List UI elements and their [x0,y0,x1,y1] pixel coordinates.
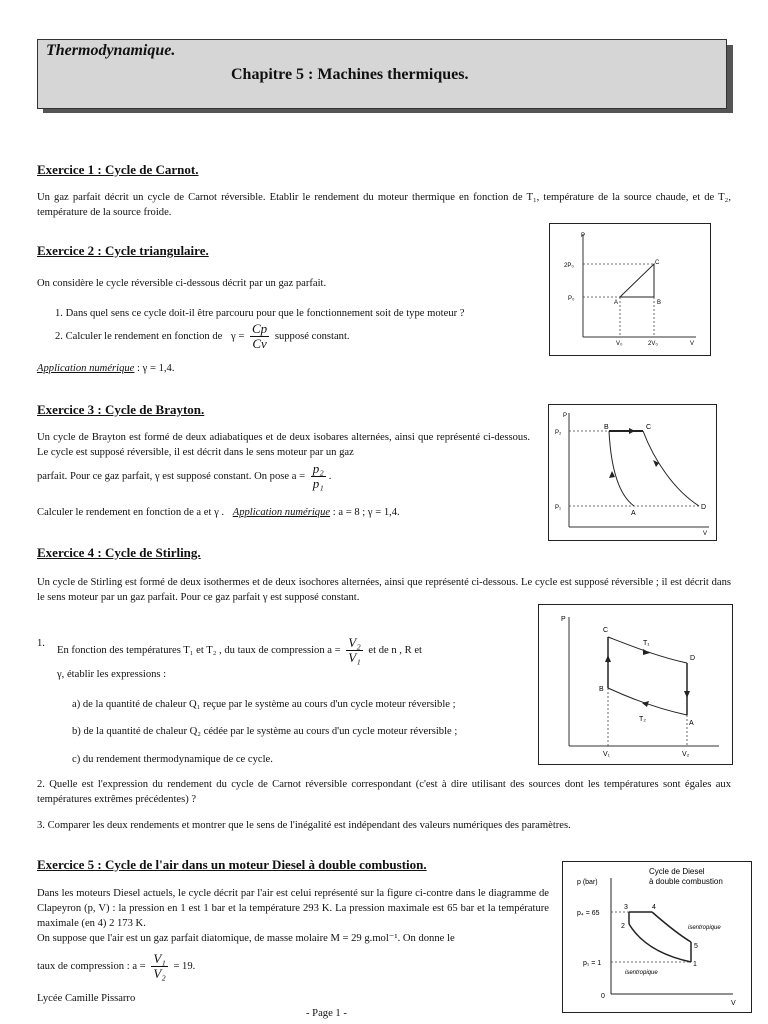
ex5-v1-v2-fraction [151,952,167,981]
ex4-point-a: A [689,720,694,727]
ex2-lbl-v: V [690,341,695,347]
ex2-triangle-cycle [620,264,654,297]
ex4-point-b: B [599,686,604,693]
ex5-point-2: 2 [621,923,625,930]
ex4-v2: V₂ [348,635,361,650]
ex2-q1: 1. Dans quel sens ce cycle doit-il être parcouru pour que le fonctionnement soit de type moteur ? [55,308,465,319]
ex4-q1-line2: γ, établir les expressions : [57,669,167,680]
ex2-point-c: C [655,260,660,266]
ex5-v1: V₁ [153,951,166,966]
ex3-arrow-ab [609,471,615,478]
ex3-point-a: A [631,510,636,517]
ex3-lbl-p: P [563,413,568,419]
ex2-gamma-eq: γ = [231,330,245,342]
ex4-v2-v1-fraction [346,636,362,665]
ex4-figure [538,604,733,765]
ex3-lbl-p1: P₁ [555,505,562,511]
ex5-text3-suffix: = 19. [173,960,196,972]
ex2-figure [549,223,711,356]
ex5-text1: Dans les moteurs Diesel actuels, le cycle décrit par l'air est celui représenté sur la figure ci-contre dans le diagramme de Clapeyron (p, V) : la pression en 1 est 1 bar et la température 293 K. La pression maximale est 65 bar et la température maximale (en 4) 2 173 K. [37,888,549,929]
ex2-point-a: A [614,300,619,306]
ex5-text2: On suppose que l'air est un gaz parfait diatomique, de masse molaire M = 29 g.mol⁻¹. On donne le [37,933,455,944]
header-box [37,39,727,109]
ex2-lbl-2p0: 2P₀ [564,263,574,269]
ex2-app-value: : γ = 1,4. [134,363,175,374]
ex5-fig-title2: à double combustion [649,877,723,886]
ex2-intro: On considère le cycle réversible ci-dessous décrit par un gaz parfait. [37,278,327,289]
ex1-text: Un gaz parfait décrit un cycle de Carnot réversible. Etablir le rendement du moteur thermique en fonction de T₁, température de la source chaude, et de T₂, température de la source froide. [37,192,731,218]
ex2-q2-suffix: supposé constant. [274,330,350,342]
ex4-qa: a) de la quantité de chaleur Q₁ reçue par le système au cours d'un cycle moteur réversible ; [72,699,456,710]
ex3-line2: parfait. Pour ce gaz parfait, γ est supposé constant. On pose a = $\frac{\text{p₂}}{\text{p₁}}$ . [37,461,332,491]
ex2-lbl-p: P [581,233,586,239]
ex5-point-5: 5 [694,943,698,950]
ex4-point-c: C [603,627,609,634]
ex5-lbl-p: p (bar) [577,879,598,886]
ex4-arrow-da [684,691,690,698]
ex5-isentrope-12 [629,924,691,962]
ex5-title: Exercice 5 : Cycle de l'air dans un moteur Diesel à double combustion. [37,857,427,872]
ex2-cp-cv-fraction [250,322,269,351]
ex5-lbl-0: 0 [601,993,605,1000]
ex5-point-4: 4 [652,904,656,911]
ex3-title: Exercice 3 : Cycle de Brayton. [37,402,205,417]
ex3-p2: p₂ [312,461,324,476]
ex2-title: Exercice 2 : Cycle triangulaire. [37,243,209,258]
header-chapter: Chapitre 5 : Machines thermiques. [231,66,469,83]
ex5-text3 [37,952,437,981]
ex3-arrow-bc [629,428,635,434]
ex3-point-d: D [701,504,707,511]
ex2-app-label: Application numérique [37,363,135,374]
ex4-q1-prefix: En fonction des températures T₁ et T₂ , du taux de compression a = [57,644,341,656]
ex5-lbl-p1: p₁ = 1 [583,960,602,967]
ex5-note-isentropic-upper: isentropique [688,925,721,931]
ex4-qc: c) du rendement thermodynamique de ce cycle. [72,754,273,765]
ex3-lbl-p2: P₂ [555,430,562,436]
ex4-arrow-bc [605,655,611,662]
ex4-q1-line1 [57,636,537,665]
ex5-lbl-p4: p₄ = 65 [577,910,600,917]
ex3-app-label: Application numérique [232,507,331,518]
ex3-adiabat-ab [609,431,634,506]
ex2-cp: Cp [252,321,268,336]
ex4-q2: 2. Quelle est l'expression du rendement du cycle de Carnot réversible correspondant (c'est à dire utilisant des sources dont les températures sont égales aux températures extrêmes précédentes) ? [37,779,731,805]
header-subject: Thermodynamique. [46,42,176,59]
ex4-lbl-t2: T₂ [639,716,646,723]
ex5-lbl-v: V [731,1000,736,1007]
ex2-cv: Cv [252,336,267,351]
ex4-qb: b) de la quantité de chaleur Q₂ cédée par le système au cours d'un cycle moteur réversible ; [72,726,458,737]
ex3-adiabat-cd [643,431,699,506]
ex3-p2-p1-fraction [311,462,326,491]
ex3-line2-prefix: parfait. Pour ce gaz parfait, γ est supposé constant. On pose a = [37,470,306,482]
ex4-title: Exercice 4 : Cycle de Stirling. [37,545,201,560]
ex2-q2-prefix: 2. Calculer le rendement en fonction de [55,330,223,342]
ex4-q1-suffix: et de n , R et [368,644,422,656]
ex2-application [37,361,174,376]
footer-page: - Page 1 - [306,1008,347,1019]
ex4-lbl-p: P [561,616,566,623]
ex2-point-b: B [657,300,662,306]
ex5-v2: V₂ [153,966,166,981]
ex2-lbl-2v0: 2V₀ [648,341,658,347]
ex4-q1-num: 1. [37,638,45,649]
ex3-app-value: : a = 8 ; γ = 1,4. [330,507,400,518]
ex4-intro: Un cycle de Stirling est formé de deux isothermes et de deux isochores alternées, ainsi que représenté ci-dessous. Le cycle est supposé réversible ; il est décrit dans le sens moteur par un gaz parfait. Pour ce gaz parfait γ est supposé constant. [37,577,731,603]
ex1-title: Exercice 1 : Cycle de Carnot. [37,162,199,177]
ex2-lbl-v0: V₀ [616,341,623,347]
ex3-line3 [37,505,537,520]
ex2-lbl-p0: P₀ [568,296,575,302]
ex3-line1: Un cycle de Brayton est formé de deux adiabatiques et de deux isobares alternées, ainsi que représenté ci-dessous. Le cycle est supposé réversible, il est décrit dans le sens moteur par un gaz [37,432,530,458]
ex4-lbl-v2: V₂ [682,751,690,758]
ex5-figure [562,861,752,1013]
ex4-v1: V₁ [348,650,361,665]
ex4-lbl-v1: V₁ [603,751,611,758]
ex5-text3-prefix: taux de compression : a = [37,960,146,972]
ex4-q3: 3. Comparer les deux rendements et montrer que le sens de l'inégalité est indépendant des valeurs numériques des paramètres. [37,820,571,831]
ex5-isentrope-45 [652,912,691,942]
ex4-lbl-t1: T₁ [643,640,650,647]
ex5-fig-title1: Cycle de Diesel [649,867,705,876]
ex5-note-isentropic-lower: isentropique [625,970,658,976]
ex3-lbl-v: V [703,531,708,537]
ex2-q2 [55,322,545,351]
ex3-line3-prefix: Calculer le rendement en fonction de a et γ . [37,507,225,518]
ex3-point-c: C [646,424,652,431]
ex4-point-d: D [690,655,696,662]
ex5-point-1: 1 [693,961,697,968]
ex3-point-b: B [604,424,609,431]
ex3-figure [548,404,717,541]
footer-school: Lycée Camille Pissarro [37,993,136,1004]
ex5-point-3: 3 [624,904,628,911]
ex3-p1: p₁ [312,476,324,491]
